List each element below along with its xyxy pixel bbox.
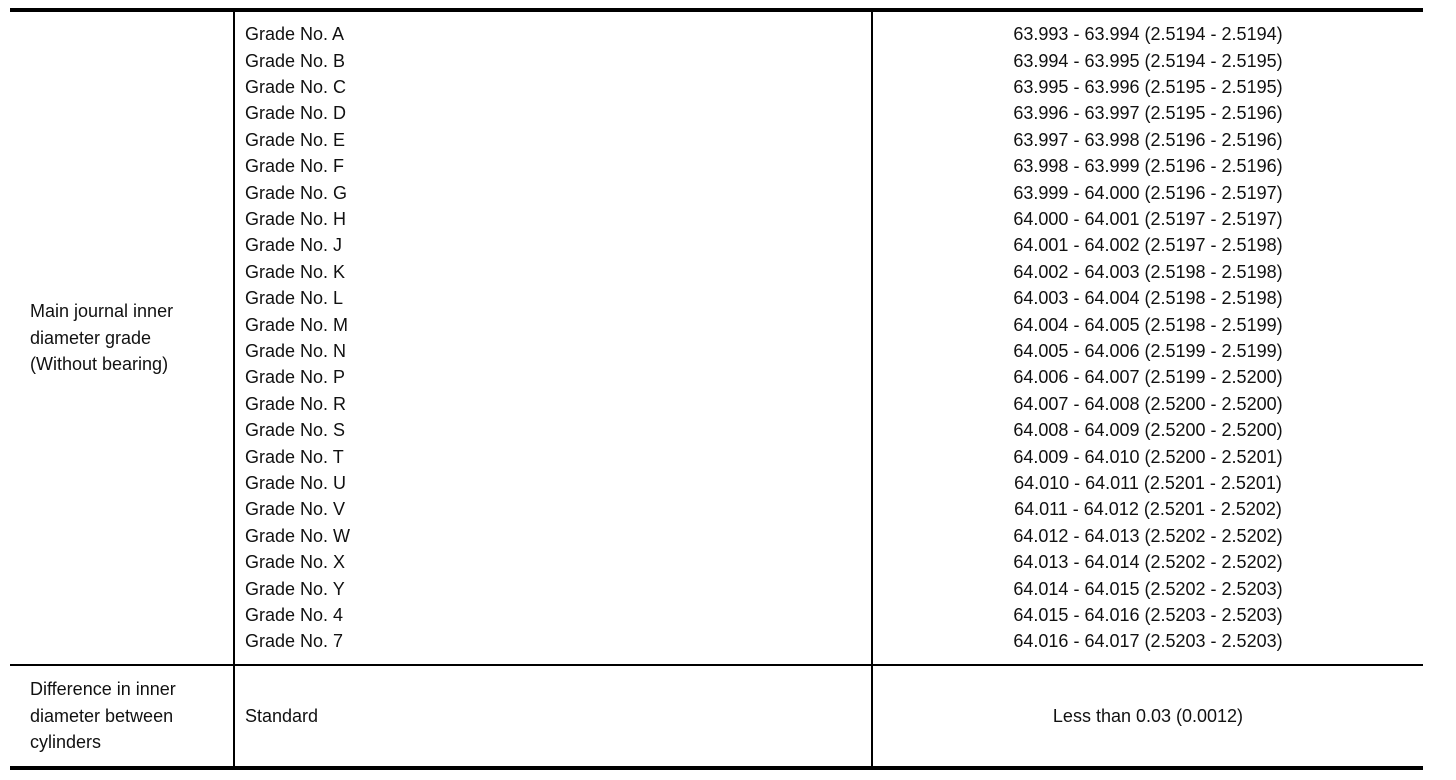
grade-value: 64.010 - 64.011 (2.5201 - 2.5201) (1014, 472, 1282, 493)
grade-list-cell (234, 10, 872, 665)
item-label-line: Difference in inner (30, 679, 176, 700)
grade-label: Grade No. V (245, 499, 346, 520)
grade-value: 64.008 - 64.009 (2.5200 - 2.5200) (1013, 420, 1283, 441)
grade-value: 64.005 - 64.006 (2.5199 - 2.5199) (1013, 341, 1283, 361)
grade-value: 64.011 - 64.012 (2.5201 - 2.5202) (1014, 499, 1282, 520)
grade-value: 63.996 - 63.997 (2.5195 - 2.5196) (1013, 103, 1283, 124)
main-journal-item-cell (10, 10, 234, 665)
grade-label: Grade No. G (245, 182, 348, 203)
grade-value: 64.004 - 64.005 (2.5198 - 2.5199) (1013, 314, 1283, 335)
grade-label: Grade No. M (245, 314, 349, 335)
grade-label: Grade No. A (245, 24, 345, 45)
grade-label: Grade No. B (245, 50, 346, 71)
grade-value: 64.013 - 64.014 (2.5202 - 2.5202) (1013, 552, 1283, 573)
grade-label: Grade No. E (245, 129, 346, 150)
grade-value: 64.002 - 64.003 (2.5198 - 2.5198) (1013, 261, 1283, 282)
grade-value: 63.993 - 63.994 (2.5194 - 2.5194) (1013, 24, 1283, 45)
grade-value: 64.003 - 64.004 (2.5198 - 2.5198) (1013, 288, 1283, 309)
grade-value: 64.014 - 64.015 (2.5202 - 2.5203) (1013, 578, 1283, 599)
grade-label: Grade No. W (245, 525, 351, 546)
grade-value: 63.995 - 63.996 (2.5195 - 2.5195) (1013, 77, 1283, 98)
grade-value: 64.006 - 64.007 (2.5199 - 2.5200) (1013, 367, 1283, 388)
item-label-line: diameter grade (30, 327, 152, 348)
grade-label: Grade No. K (245, 261, 346, 282)
grade-value: 63.998 - 63.999 (2.5196 - 2.5196) (1013, 156, 1283, 177)
item-label-line: (Without bearing) (30, 354, 169, 375)
item-label-line: diameter between (30, 705, 174, 726)
grade-value: 64.009 - 64.010 (2.5200 - 2.5201) (1013, 446, 1283, 467)
diameter-difference-item-cell (10, 665, 234, 768)
grade-value: 64.000 - 64.001 (2.5197 - 2.5197) (1013, 209, 1283, 230)
difference-value: Less than 0.03 (0.0012) (1052, 705, 1244, 726)
grade-label: Grade No. Y (245, 578, 345, 599)
main-journal-row (10, 10, 1423, 665)
diameter-difference-row (10, 665, 1423, 768)
grade-label: Grade No. S (245, 420, 346, 441)
grade-label: Grade No. 4 (245, 604, 344, 625)
grade-label: Grade No. J (245, 235, 343, 256)
grade-value: 64.001 - 64.002 (2.5197 - 2.5198) (1013, 235, 1283, 256)
difference-value-cell (872, 665, 1423, 768)
grade-value: 64.012 - 64.013 (2.5202 - 2.5202) (1013, 525, 1283, 546)
condition-label: Standard (245, 705, 319, 726)
grade-value: 63.994 - 63.995 (2.5194 - 2.5195) (1013, 50, 1283, 71)
grade-label: Grade No. U (245, 472, 347, 493)
grade-label: Grade No. N (245, 341, 347, 361)
grade-label: Grade No. D (245, 103, 347, 124)
grade-label: Grade No. R (245, 393, 347, 414)
grade-value: 63.997 - 63.998 (2.5196 - 2.5196) (1013, 129, 1283, 150)
condition-cell (234, 665, 872, 768)
grade-label: Grade No. P (245, 367, 346, 388)
grade-label: Grade No. H (245, 209, 347, 230)
item-label-line: Main journal inner (30, 301, 174, 322)
item-label-line: cylinders (30, 732, 102, 753)
grade-value: 64.015 - 64.016 (2.5203 - 2.5203) (1013, 604, 1283, 625)
grade-label: Grade No. X (245, 552, 346, 573)
grade-value: 64.016 - 64.017 (2.5203 - 2.5203) (1013, 631, 1283, 652)
grade-value-cell (872, 10, 1423, 665)
spec-table (10, 8, 1423, 770)
grade-label: Grade No. C (245, 77, 347, 98)
grade-label: Grade No. 7 (245, 631, 344, 652)
grade-label: Grade No. T (245, 446, 344, 467)
grade-label: Grade No. L (245, 288, 344, 309)
grade-value: 64.007 - 64.008 (2.5200 - 2.5200) (1013, 393, 1283, 414)
grade-label: Grade No. F (245, 156, 345, 177)
grade-value: 63.999 - 64.000 (2.5196 - 2.5197) (1013, 182, 1283, 203)
